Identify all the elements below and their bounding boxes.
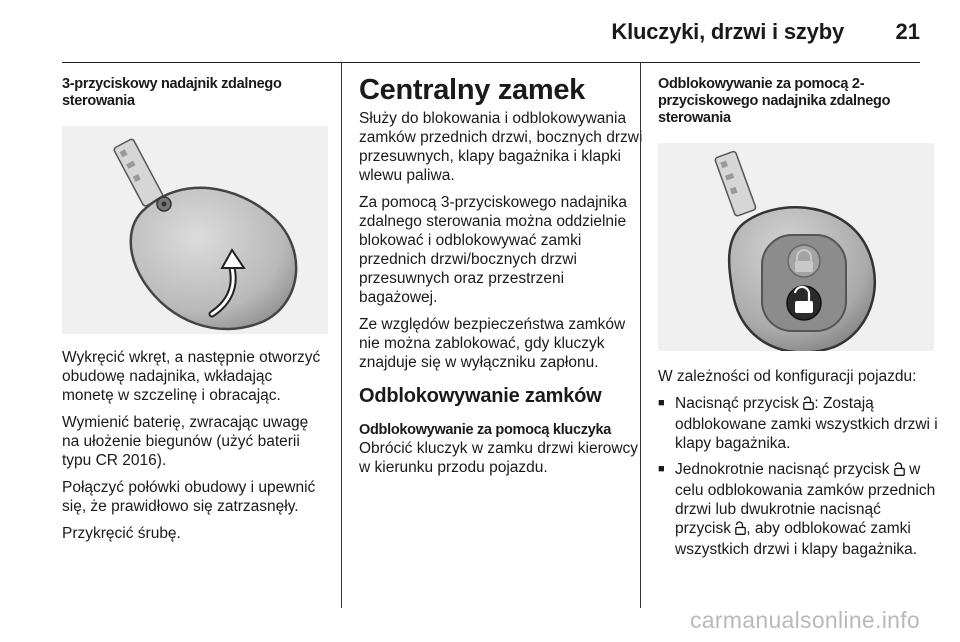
instruction-list [658, 394, 940, 559]
right-intro: W zależności od konfiguracji pojazdu: [658, 368, 917, 385]
left-paragraph-1: Wykręcić wkręt, a następnie otworzyć obudowę nadajnika, wkładając monetę w szczelinę i obracając. [62, 349, 321, 404]
unlock-icon [735, 521, 746, 540]
left-paragraph-3: Połączyć połówki obudowy i upewnić się, że prawidłowo się zatrzasnęły. [62, 479, 316, 515]
key-blade [714, 151, 756, 217]
left-paragraph-4: Przykręcić śrubę. [62, 525, 181, 542]
key-fob-2-button-illustration [658, 143, 934, 351]
mid-sub-paragraph: Obrócić kluczyk w zamku drzwi kierowcy w kierunku przodu pojazdu. [359, 440, 639, 476]
left-paragraph-2: Wymienić baterię, zwracając uwagę na ułożenie biegunów (użyć baterii typu CR 2016). [62, 414, 309, 469]
mid-paragraph-2: Za pomocą 3-przyciskowego nadajnika zdalnego sterowania można oddzielnie blokować i odblokowywać zamki przednich drzwi/bocznych drzwi przesuwnych oraz przestrzeni bagażowej. [359, 194, 627, 306]
unlock-icon [894, 462, 905, 481]
middle-column [341, 62, 645, 608]
right-heading: Odblokowywanie za pomocą 2-przyciskowego nadajnika zdalnego sterowania [658, 76, 891, 126]
unlock-button [787, 286, 821, 320]
sub-heading: Odblokowywanie za pomocą kluczyka [359, 422, 611, 438]
left-heading: 3-przyciskowy nadajnik zdalnego sterowania [62, 76, 282, 109]
chapter-title: Centralny zamek [359, 74, 585, 106]
key-blade [113, 138, 163, 207]
page-header [62, 0, 920, 63]
left-column [62, 62, 328, 608]
mid-paragraph-3: Ze względów bezpieczeństwa zamków nie można zablokować, gdy kluczyk znajduje się w wyłączniku zapłonu. [359, 316, 626, 371]
lock-button [788, 245, 820, 277]
section-title: Kluczyki, drzwi i szyby [611, 19, 844, 44]
right-column [640, 62, 940, 608]
watermark: carmanualsonline.info [689, 607, 920, 633]
list-item: ■ Nacisnąć przycisk : Zostają odblokowane zamki wszystkich drzwi i klapy bagażnika. [658, 394, 940, 453]
fob-body [131, 188, 296, 329]
section-heading: Odblokowywanie zamków [359, 385, 602, 407]
list-item: ■ Jednokrotnie nacisnąć przycisk w celu odblokowania zamków przednich drzwi lub dwukrotnie nacisnąć przycisk , aby odblokować zamki wszystkich drzwi i klapy bagażnika. [658, 460, 940, 559]
page-number: 21 [895, 19, 920, 44]
unlock-icon [803, 396, 814, 415]
screw-icon [157, 197, 171, 211]
mid-paragraph-1: Służy do blokowania i odblokowywania zamków przednich drzwi, bocznych drzwi przesuwnych, klapy bagażnika i klapki wlewu paliwa. [359, 110, 643, 184]
key-fob-3-button-illustration [62, 126, 328, 334]
